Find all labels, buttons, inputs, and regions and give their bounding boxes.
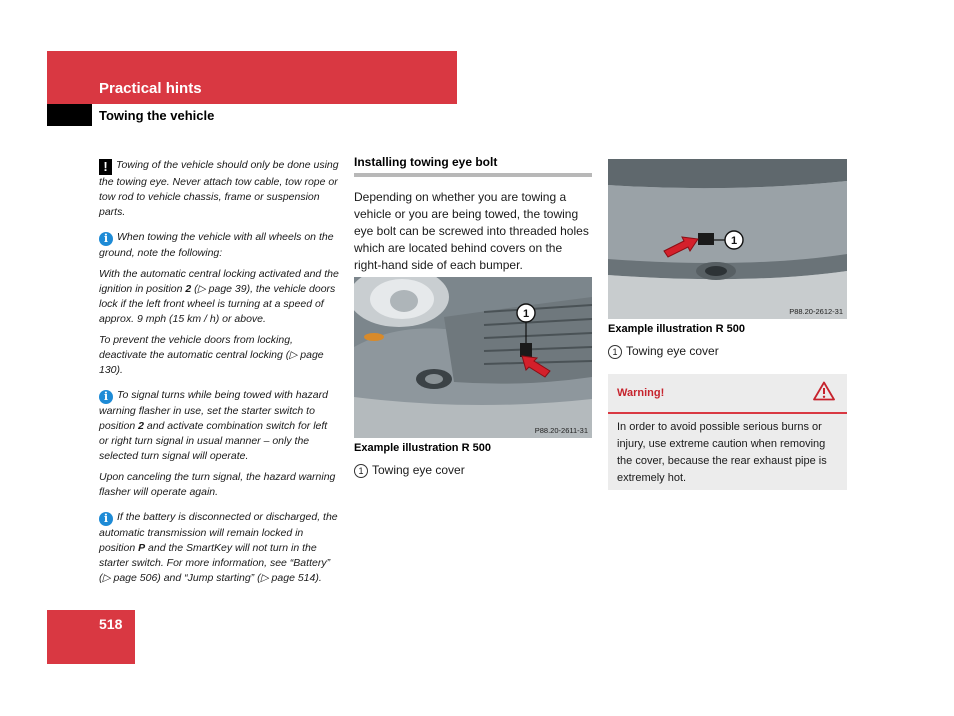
front-figure-legend (354, 463, 465, 478)
rear-figure-caption: Example illustration R 500 (608, 323, 745, 335)
info-note-1-detail-b: (▷ page 39), the vehicle doors lock if the left front wheel is turning at a speed of approx. 9 mph (15 km / h) or above. (99, 283, 336, 325)
info-note-2-cancel: Upon canceling the turn signal, the hazard warning flasher will operate again. (99, 471, 336, 498)
info-icon: i (99, 390, 113, 404)
ignition-position: 2 (185, 283, 192, 295)
rear-bumper-illustration (608, 159, 847, 319)
rear-bumper-drawing (608, 159, 847, 319)
warning-box (608, 374, 847, 490)
info-note-2-a: To signal turns while being towed with hazard warning flasher in use, set the starter switch to position (99, 389, 328, 432)
rear-figure-legend (608, 344, 719, 359)
towing-eye-cover-marker (520, 343, 532, 357)
legend-text: Towing eye cover (372, 463, 465, 477)
warning-label: Warning! (617, 387, 665, 399)
transmission-position: P (138, 542, 146, 554)
legend-text: Towing eye cover (626, 344, 719, 358)
warning-note-text: Towing of the vehicle should only be done using the towing eye. Never attach tow cable, tow rope or tow rod to vehicle chassis, frame or suspension parts. (99, 159, 339, 218)
towing-eye-cover-marker (698, 233, 714, 245)
info-note-1 (99, 230, 339, 261)
info-note-3 (99, 510, 339, 586)
warning-header (608, 374, 847, 414)
header-tab-marker (47, 104, 92, 126)
info-icon: i (99, 232, 113, 246)
warning-note (99, 158, 339, 220)
installing-section (354, 155, 592, 274)
info-note-1-detail (99, 267, 339, 327)
front-bumper-drawing (354, 277, 592, 438)
info-note-2 (99, 388, 339, 464)
info-note-2-b: and activate combination switch for left or right turn signal in usual manner – only the selected turn signal will operate. (99, 420, 328, 462)
front-figure-code: P88.20-2611-31 (534, 426, 588, 435)
info-note-1-prevent: To prevent the vehicle doors from locking, deactivate the automatic central locking (▷ page 130). (99, 334, 324, 376)
front-bumper-illustration (354, 277, 592, 438)
starter-position: 2 (138, 420, 144, 432)
info-note-1-detail-a: With the automatic central locking activated and the ignition in position (99, 268, 339, 295)
callout-1-label: 1 (730, 235, 738, 247)
legend-number: 1 (608, 345, 622, 359)
page-number: 518 (99, 616, 123, 632)
rear-figure-code: P88.20-2612-31 (789, 307, 843, 316)
info-icon: i (99, 512, 113, 526)
installing-body: Depending on whether you are towing a vehicle or you are being towed, the towing eye bolt can be screwed into threaded holes which are located behind covers on the right-hand side of each bumper. (354, 190, 589, 272)
front-figure-caption: Example illustration R 500 (354, 442, 491, 454)
info-note-3-a: If the battery is disconnected or discharged, the automatic transmission will remain locked in position (99, 511, 338, 554)
callout-1-label: 1 (522, 308, 530, 320)
notes-column (99, 158, 339, 596)
legend-number: 1 (354, 464, 368, 478)
info-note-3-b: and the SmartKey will not turn in the starter switch. For more information, see “Battery” (▷ page 506) and “Jump starting” (▷ page 514). (99, 542, 331, 584)
warning-square-icon: ! (99, 159, 112, 175)
info-note-1-text: When towing the vehicle with all wheels on the ground, note the following: (99, 231, 334, 259)
installing-heading: Installing towing eye bolt (354, 155, 592, 177)
section-title: Practical hints (99, 80, 202, 97)
warning-text: In order to avoid possible serious burns or injury, use extreme caution when removing the cover, because the rear exhaust pipe is extremely hot. (617, 421, 827, 484)
subsection-title: Towing the vehicle (99, 108, 215, 123)
warning-triangle-icon (813, 381, 835, 401)
